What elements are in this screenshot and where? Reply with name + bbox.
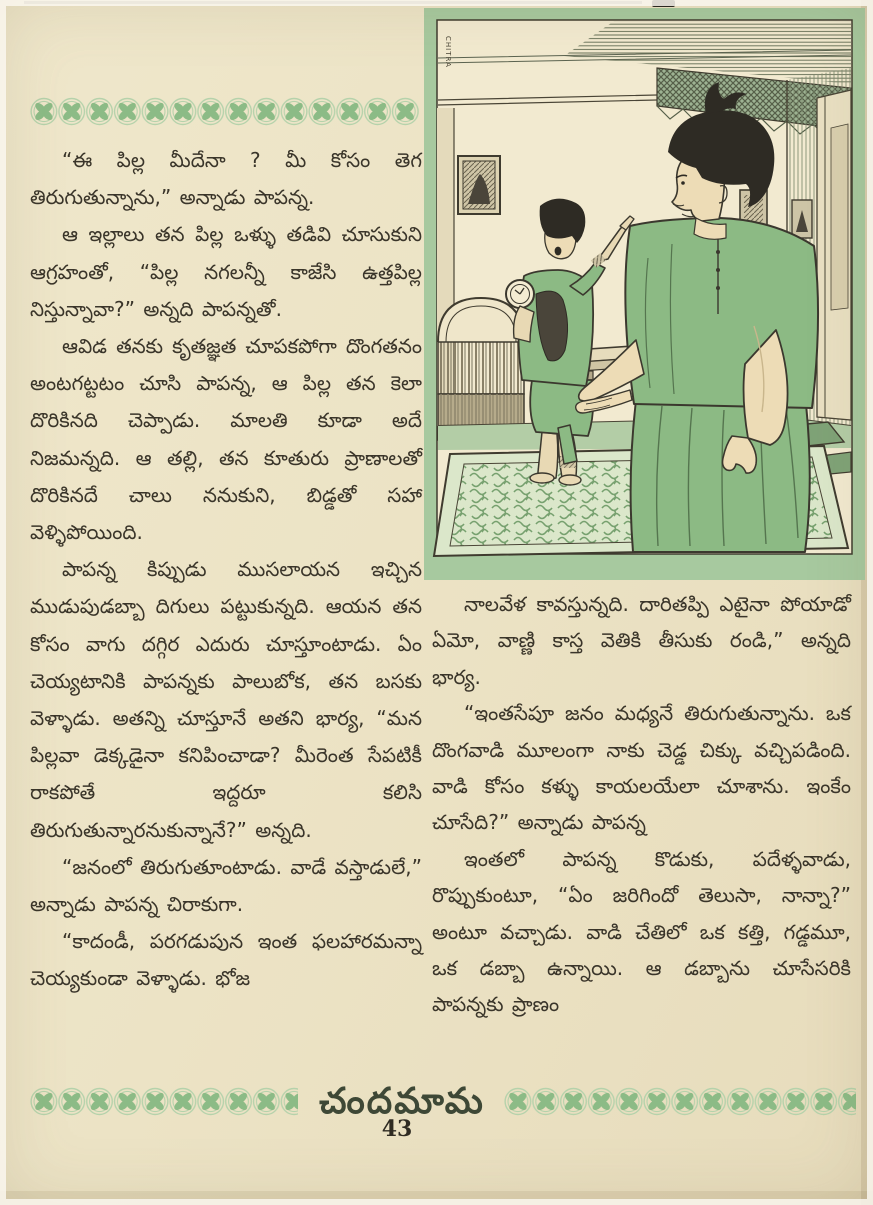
flower-chain-icon — [30, 1086, 298, 1117]
story-column-left — [30, 142, 422, 998]
picture-frame-wall-2 — [792, 200, 812, 238]
story-illustration — [424, 8, 865, 580]
flower-chain-icon — [504, 1086, 856, 1117]
story-paragraph: “జనంలో తిరుగుతూంటాడు. వాడే వస్తాడులే,” అన్నాడు పాపన్న చిరాకుగా. — [30, 854, 422, 917]
story-paragraph: ఇంతలో పాపన్న కొడుకు, పదేళ్ళవాడు, రొప్పుకుంటూ, “ఏం జరిగిందో తెలుసా, నాన్నా?” అంటూ వచ్చాడు. వాడి చేతిలో ఒక కత్తి, గడ్డమూ, ఒక డబ్బా ఉన్నాయి. ఆ డబ్బాను చూసేసరికి పాపన్నకు ప్రాణం — [432, 846, 851, 1017]
bed — [438, 298, 524, 440]
story-paragraph: ఆ ఇల్లాలు తన పిల్ల ఒళ్ళు తడివి చూసుకుని ఆగ్రహంతో, “పిల్ల నగలన్నీ కాజేసి ఉత్తపిల్ల నిస్తున్నావా?” అన్నది పాపన్నతో. — [30, 222, 422, 321]
illustration-drawing — [424, 8, 865, 580]
scan-edge-line — [24, 1, 642, 4]
flower-chain-icon — [30, 96, 419, 127]
story-column-right — [432, 586, 851, 1023]
story-paragraph: పాపన్న కిప్పుడు ముసలాయన ఇచ్చిన ముడుపుడబ్బా దిగులు పట్టుకున్నది. ఆయన తన కోసం వాగు దగ్గిర ఎదురు చూస్తూంటాడు. ఏం చెయ్యటానికి పాపన్నకు పాలుబోక, తన బసకు వెళ్ళాడు. అతన్ని చూస్తూనే అతని భార్య, “మన పిల్లవా డెక్కడైనా కనిపించాడా? మీరెంత సేపటికీ రాకపోతే ఇద్దరూ కలిసి తిరుగుతున్నారనుకున్నానే?” అన్నది. — [30, 557, 422, 842]
story-paragraph: “కాదండీ, పరగడుపున ఇంత ఫలహారమన్నా చెయ్యకుండా వెళ్ళాడు. భోజ — [30, 929, 422, 991]
man-shirt — [625, 218, 818, 408]
page-number: 43 — [381, 1116, 413, 1142]
artist-signature: CHITRA — [444, 36, 452, 68]
scan-shade-bottom — [0, 1191, 873, 1205]
story-paragraph: “ఇంతసేపూ జనం మధ్యనే తిరుగుతున్నాను. ఒక దొంగవాడి మూలంగా నాకు చెడ్డ చిక్కు వచ్చిపడింది. వాడి కోసం కళ్ళు కాయలయేలా చూశాను. ఇంకేం చూసేది?” అన్నాడు పాపన్న — [432, 701, 851, 835]
door — [817, 90, 851, 420]
decorative-border-bottom-left — [30, 1086, 298, 1121]
scan-mark — [652, 0, 675, 7]
decorative-border-top — [30, 96, 419, 131]
picture-frame-left — [458, 156, 500, 214]
story-paragraph: ఆవిడ తనకు కృతజ్ఞత చూపకపోగా దొంగతనం అంటగట్టటం చూసి పాపన్న, ఆ పిల్ల తన కెలా దొరికినది చెప్పాడు. మాలతి కూడా అదే నిజమన్నది. ఆ తల్లి, తన కూతురు ప్రాణాలతో దొరికినదే చాలు ననుకుని, బిడ్డతో సహా వెళ్ళిపోయింది. — [30, 334, 422, 545]
story-paragraph: నాలవేళ కావస్తున్నది. దారితప్పి ఎటైనా పోయాడో ఏమో, వాణ్ణి కాస్త వెతికి తీసుకు రండి,” అన్నది భార్య. — [432, 592, 851, 689]
masthead-title: చందమామ — [319, 1081, 485, 1122]
decorative-border-bottom-right — [504, 1086, 856, 1121]
story-paragraph: “ఈ పిల్ల మీదేనా ? మీ కోసం తెగ తిరుగుతున్నాను,” అన్నాడు పాపన్న. — [30, 148, 422, 210]
